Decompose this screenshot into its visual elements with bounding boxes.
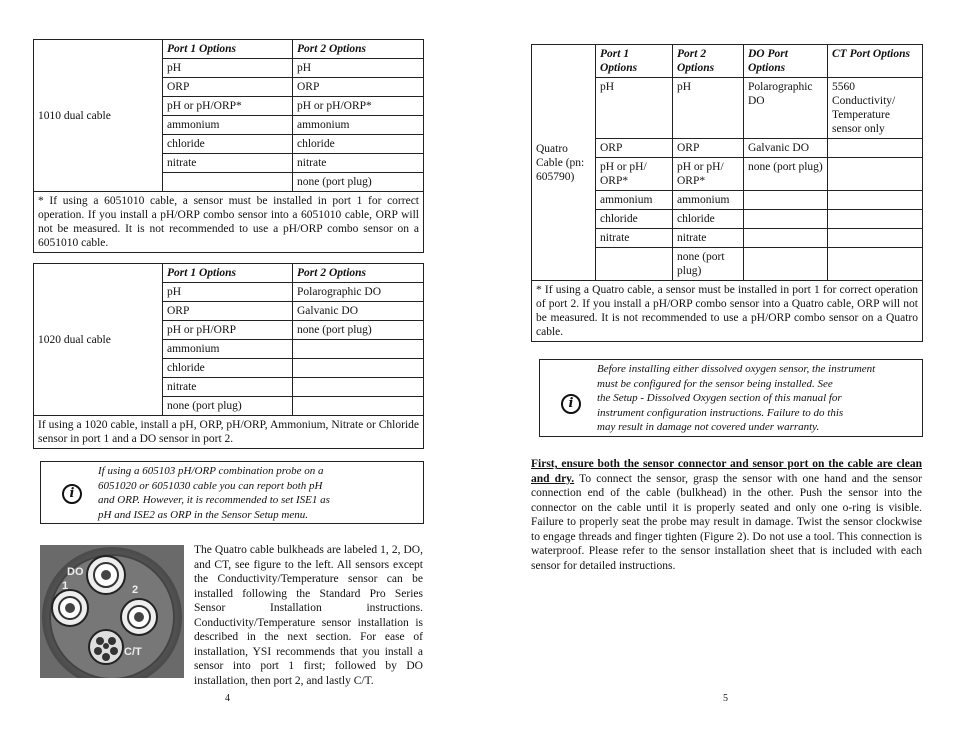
cell — [828, 191, 923, 210]
cell: pH — [293, 59, 424, 78]
table-note: * If using a Quatro cable, a sensor must be installed in port 1 for correct operation of port 2. If you install a pH/ORP combo sensor into a Quatro cable, ORP will not be measured. It is not recommended to use a pH/ORP combo sensor on a Quatro cable. — [532, 281, 923, 342]
cell: chloride — [163, 135, 293, 154]
cell: pH — [596, 78, 673, 139]
column-header: DO Port Options — [744, 45, 828, 78]
cell: ammonium — [293, 116, 424, 135]
cell — [744, 191, 828, 210]
paragraph-body: To connect the sensor, grasp the sensor with one hand and the sensor connection end of the cable (bulkhead) in the other. Push the sensor into the connector on the cable until it is properly seated and only one o-ring is visible. Failure to properly seat the probe may result in damage. Twist the sensor clockwise to engage threads and finger tighten (Figure 2). Do not use a tool. This connection is waterproof. Please refer to the sensor installation sheet that is included with each sensor for detailed instructions. — [531, 472, 922, 572]
cell: Galvanic DO — [744, 139, 828, 158]
cable-label: Quatro Cable (pn: 605790) — [532, 45, 596, 281]
label-2: 2 — [132, 584, 139, 596]
port-ct — [89, 630, 123, 664]
cell: pH — [163, 59, 293, 78]
cell: nitrate — [163, 378, 293, 397]
cell: ORP — [673, 139, 744, 158]
info-line: pH and ISE2 as ORP in the Sensor Setup menu. — [98, 508, 308, 521]
port-1 — [52, 590, 88, 626]
table-note-row — [532, 281, 923, 342]
cell — [163, 173, 293, 192]
port-do — [87, 556, 125, 594]
cell — [828, 248, 923, 281]
cell: Polarographic DO — [293, 283, 424, 302]
cell: nitrate — [673, 229, 744, 248]
bulkhead-paragraph: The Quatro cable bulkheads are labeled 1, 2, DO, and CT, see figure to the left. All sensors except the Conductivity/Temperature sensor can be installed following the Standard Pro Series Sensor Installation instructions. Conductivity/Temperature sensor installation is described in the next section. For ease of installation, YSI recommends that you install a sensor into port 1 first; followed by DO installation, then port 2, and lastly C/T. — [194, 544, 423, 687]
info-line: must be configured for the sensor being installed. See — [597, 377, 833, 390]
table-1020-dual-cable — [33, 263, 424, 449]
table-note-row — [34, 416, 424, 449]
cable-label: 1020 dual cable — [34, 264, 163, 416]
label-do: DO — [67, 566, 84, 578]
table-header-row — [532, 45, 923, 78]
cell: none (port plug) — [744, 158, 828, 191]
label-1: 1 — [62, 580, 69, 592]
do-warning-text — [597, 362, 919, 435]
cell: nitrate — [596, 229, 673, 248]
port-2 — [121, 599, 157, 635]
info-line: may result in damage not covered under warranty. — [597, 421, 820, 433]
cell: pH or pH/ ORP* — [673, 158, 744, 191]
table-header-row — [34, 40, 424, 59]
info-icon: i — [561, 394, 581, 414]
quatro-bulkhead-figure — [40, 545, 184, 678]
table-1010-dual-cable — [33, 39, 424, 253]
cell — [828, 139, 923, 158]
info-line: If using a 605103 pH/ORP combination probe on a — [98, 465, 324, 477]
cell: ORP — [596, 139, 673, 158]
cell: nitrate — [163, 154, 293, 173]
cell — [293, 340, 424, 359]
info-note-box — [40, 461, 424, 524]
column-header: Port 1 Options — [163, 40, 293, 59]
cell — [293, 378, 424, 397]
table-note: If using a 1020 cable, install a pH, ORP, pH/ORP, Ammonium, Nitrate or Chloride sensor in port 1 and a DO sensor in port 2. — [34, 416, 424, 449]
cell — [596, 248, 673, 281]
cell: chloride — [673, 210, 744, 229]
info-note-text — [98, 464, 418, 522]
cell — [828, 229, 923, 248]
cell — [293, 397, 424, 416]
cell: pH — [163, 283, 293, 302]
cell: ammonium — [596, 191, 673, 210]
cell — [744, 210, 828, 229]
cell: pH — [673, 78, 744, 139]
info-line: and ORP. However, it is recommended to set ISE1 as — [98, 494, 330, 506]
bulkhead-image — [40, 545, 184, 678]
column-header: Port 1 Options — [163, 264, 293, 283]
cell — [744, 248, 828, 281]
cell: nitrate — [293, 154, 424, 173]
cell: chloride — [163, 359, 293, 378]
column-header: CT Port Options — [828, 45, 923, 78]
column-header: Port 2 Options — [293, 264, 424, 283]
page-number: 4 — [225, 693, 230, 704]
page-number: 5 — [723, 693, 728, 704]
cell: ORP — [293, 78, 424, 97]
cell: none (port plug) — [293, 173, 424, 192]
table-quatro-cable — [531, 44, 923, 342]
column-header: Port 2 Options — [293, 40, 424, 59]
cell: none (port plug) — [163, 397, 293, 416]
cell: pH or pH/ORP — [163, 321, 293, 340]
label-ct: C/T — [124, 646, 142, 658]
column-header: Port 2 Options — [673, 45, 744, 78]
cell: Polarographic DO — [744, 78, 828, 139]
cell: chloride — [293, 135, 424, 154]
cell — [293, 359, 424, 378]
cell — [828, 158, 923, 191]
info-line: Before installing either dissolved oxygen sensor, the instrument — [597, 363, 876, 375]
cell: ammonium — [163, 116, 293, 135]
table-header-row — [34, 264, 424, 283]
cell: none (port plug) — [673, 248, 744, 281]
cable-label: 1010 dual cable — [34, 40, 163, 192]
info-icon: i — [62, 484, 82, 504]
cell: ammonium — [163, 340, 293, 359]
info-line: the Setup - Dissolved Oxygen section of this manual for — [597, 392, 842, 404]
table-note-row — [34, 192, 424, 253]
cell: pH or pH/ ORP* — [596, 158, 673, 191]
cell — [828, 210, 923, 229]
cell: ammonium — [673, 191, 744, 210]
cell: pH or pH/ORP* — [163, 97, 293, 116]
info-line: 6051020 or 6051030 cable you can report both pH — [98, 479, 323, 492]
cell: pH or pH/ORP* — [293, 97, 424, 116]
cell: ORP — [163, 78, 293, 97]
cell: ORP — [163, 302, 293, 321]
cell — [744, 229, 828, 248]
cell: none (port plug) — [293, 321, 424, 340]
connect-sensor-paragraph — [531, 457, 922, 573]
cell: 5560 Conductivity/ Temperature sensor only — [828, 78, 923, 139]
cell: Galvanic DO — [293, 302, 424, 321]
do-warning-note-box — [539, 359, 923, 437]
table-note: * If using a 6051010 cable, a sensor must be installed in port 1 for correct operation. If you install a pH/ORP combo sensor into a 6051010 cable, ORP will not be measured. It is not recommended to use a pH/ORP combo sensor on a 6051010 cable. — [34, 192, 424, 253]
paragraph-lead: First, ensure both the sensor connector and sensor port on the cable are clean and dry. — [531, 458, 922, 485]
column-header: Port 1 Options — [596, 45, 673, 78]
info-line: instrument configuration instructions. Failure to do this — [597, 406, 844, 419]
cell: chloride — [596, 210, 673, 229]
